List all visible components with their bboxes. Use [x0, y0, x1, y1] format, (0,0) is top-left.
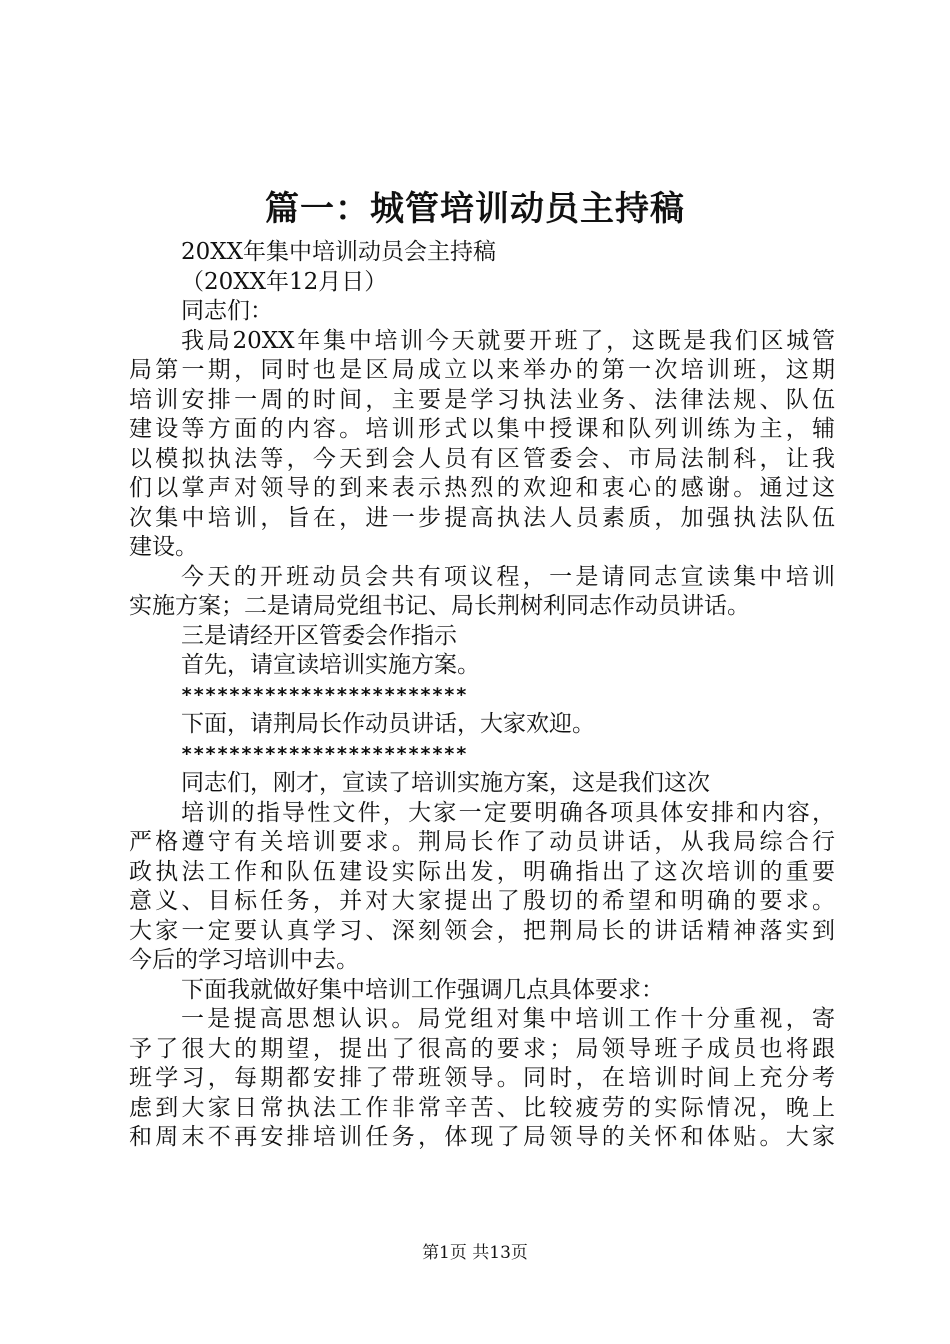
- separator-line: ************************: [181, 742, 468, 765]
- body-line: 政执法工作和队伍建设实际出发，明确指出了这次培训的重要: [129, 858, 835, 885]
- body-line: 予了很大的期望，提出了很高的要求；局领导班子成员也将跟: [129, 1035, 835, 1062]
- body-line: 以模拟执法等，今天到会人员有区管委会、市局法制科，让我: [129, 445, 835, 472]
- body-line: 实施方案；二是请局党组书记、局长荆树利同志作动员讲话。: [129, 593, 750, 619]
- body-line: 同志们：: [181, 298, 273, 324]
- document-body: [129, 238, 835, 1153]
- body-line: 次集中培训，旨在，进一步提高执法人员素质，加强执法队伍: [129, 504, 835, 531]
- separator-line: ************************: [181, 683, 468, 706]
- body-line: 和周末不再安排培训任务，体现了局领导的关怀和体贴。大家: [129, 1124, 835, 1150]
- body-line: 大家一定要认真学习、深刻领会，把荆局长的讲话精神落实到: [129, 917, 835, 944]
- body-line: 建设。: [129, 534, 198, 560]
- body-line: 虑到大家日常执法工作非常辛苦、比较疲劳的实际情况，晚上: [129, 1094, 835, 1121]
- body-line: 严格遵守有关培训要求。荆局长作了动员讲话，从我局综合行: [129, 829, 835, 855]
- body-line: 们以掌声对领导的到来表示热烈的欢迎和衷心的感谢。通过这: [129, 475, 835, 501]
- body-line: 三是请经开区管委会作指示: [181, 622, 457, 649]
- body-line: 意义、目标任务，并对大家提出了殷切的希望和明确的要求。: [129, 888, 835, 914]
- body-line: 今天的开班动员会共有项议程，一是请同志宣读集中培训: [181, 563, 835, 590]
- body-line: 20XX年集中培训动员会主持稿: [181, 239, 497, 265]
- body-line: 我局20XX年集中培训今天就要开班了，这既是我们区城管: [181, 327, 835, 354]
- page-footer: 第1页 共13页: [422, 1243, 528, 1263]
- body-line: 今后的学习培训中去。: [129, 947, 359, 973]
- body-line: 下面我就做好集中培训工作强调几点具体要求：: [181, 976, 664, 1003]
- body-line: 培训的指导性文件，大家一定要明确各项具体安排和内容，: [181, 799, 835, 826]
- body-line: 局第一期，同时也是区局成立以来举办的第一次培训班，这期: [129, 357, 835, 383]
- document-title: 篇一：城管培训动员主持稿: [265, 189, 685, 229]
- body-line: 班学习，每期都安排了带班领导。同时，在培训时间上充分考: [129, 1065, 835, 1091]
- body-line: 同志们，刚才，宣读了培训实施方案，这是我们这次: [181, 770, 710, 796]
- body-line: 一是提高思想认识。局党组对集中培训工作十分重视，寄: [181, 1006, 835, 1032]
- body-line: （20XX年12月日）: [181, 268, 388, 295]
- body-line: 建设等方面的内容。培训形式以集中授课和队列训练为主，辅: [129, 416, 835, 442]
- body-line: 培训安排一周的时间，主要是学习执法业务、法律法规、队伍: [129, 386, 835, 413]
- body-line: 首先，请宣读培训实施方案。: [181, 652, 480, 678]
- body-line: 下面，请荆局长作动员讲话，大家欢迎。: [181, 711, 595, 737]
